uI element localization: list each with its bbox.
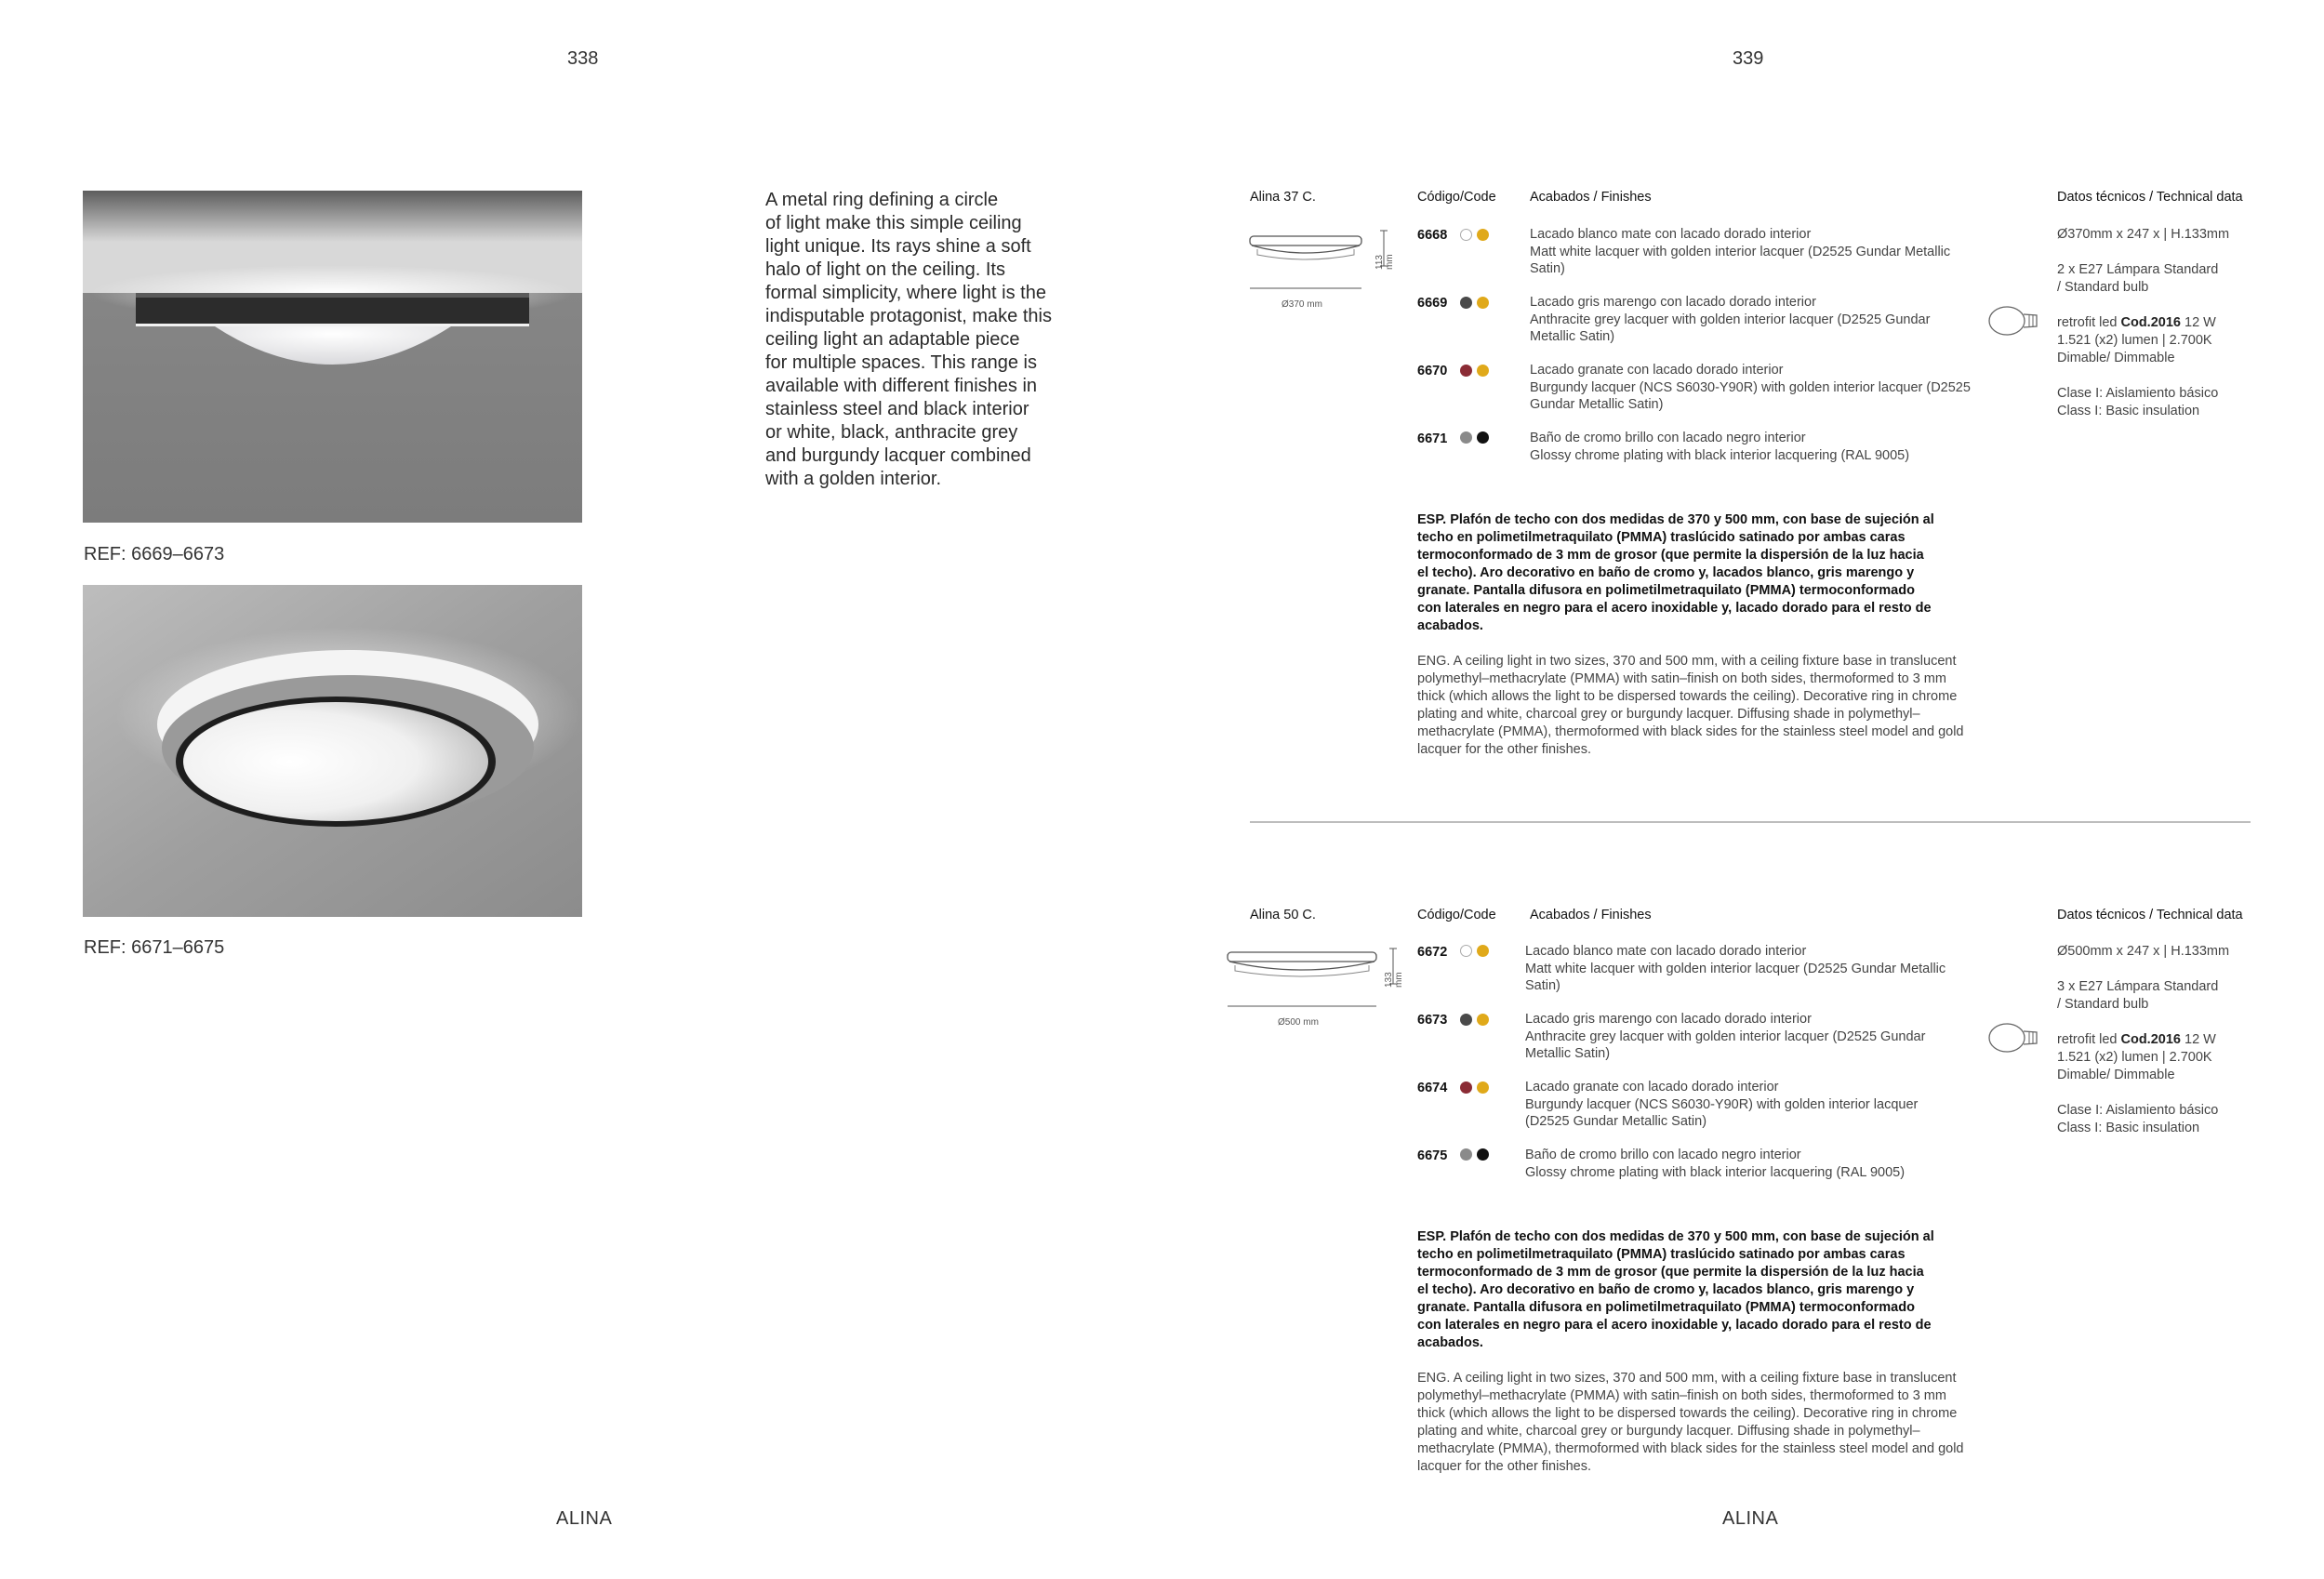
- bulb-icon: [1986, 1021, 2052, 1059]
- retrofit-prefix: retrofit led: [2057, 315, 2121, 330]
- lamp-profile-drawing-icon: [1248, 227, 1397, 316]
- left-page-number: 338: [567, 48, 599, 69]
- left-page-footer: ALINA: [556, 1508, 613, 1529]
- swatch-burgundy: [1460, 365, 1472, 377]
- color-swatches: [1460, 1014, 1489, 1026]
- color-swatches: [1460, 229, 1489, 241]
- finishes-header-37: Acabados / Finishes: [1530, 190, 1652, 205]
- swatch-burgundy: [1460, 1081, 1472, 1094]
- height-label-50: 133 mm: [1384, 972, 1404, 988]
- dimension-drawing-50: [1226, 943, 1402, 1036]
- tech-lamps: 3 x E27 Lámpara Standard / Standard bulb: [2057, 979, 2219, 1012]
- color-swatches: [1460, 431, 1489, 444]
- description-spanish: ESP. Plafón de techo con dos medidas de 370 y 500 mm, con base de sujeción al techo en polimetilmetraquilato (PMMA) traslúcido satinado por ambas caras termoconformado de 3 mm de grosor (que permite la dispersión de la luz hacia el techo). Aro decorativo en baño de cromo y, lacados blanco, gris marengo y granate. Pantalla difusora en polimetilmetraquilato (PMMA) termoconformado con laterales en negro para el acero inoxidable y, lacado dorado para el resto de acabados.: [1417, 1229, 1934, 1350]
- swatch-white: [1460, 229, 1472, 241]
- color-swatches: [1460, 1081, 1489, 1094]
- product-code: 6668: [1417, 228, 1448, 243]
- height-label-37: 113 mm: [1374, 254, 1395, 270]
- swatch-anthracite: [1460, 1014, 1472, 1026]
- finish-description: Baño de cromo brillo con lacado negro interior Glossy chrome plating with black interior lacquering (RAL 9005): [1530, 431, 1910, 463]
- product-intro-text: A metal ring defining a circle of light make this simple ceiling light unique. Its rays shine a soft halo of light on the ceiling. Its formal simplicity, where light is the indisputable protagonist, make this ceiling light an adaptable piece for multiple spaces. This range is available with different finishes in stainless steel and black interior or white, black, anthracite grey and burgundy lacquer combined with a golden interior.: [765, 190, 1052, 489]
- finishes-header-50: Acabados / Finishes: [1530, 908, 1652, 922]
- swatch-white: [1460, 945, 1472, 957]
- dimension-drawing-37: [1248, 227, 1397, 316]
- product-code: 6672: [1417, 945, 1448, 960]
- swatch-black: [1477, 431, 1489, 444]
- swatch-black: [1477, 1148, 1489, 1161]
- swatch-chrome: [1460, 1148, 1472, 1161]
- description-english: ENG. A ceiling light in two sizes, 370 and 500 mm, with a ceiling fixture base in translucent polymethyl–methacrylate (PMMA) with satin–finish on both sides, thermoformed to 3 mm thick (which allows the light to be dispersed towards the ceiling). Decorative ring in chrome plating and white, charcoal grey or burgundy lacquer. Diffusing shade in polymethyl–methacrylate (PMMA), thermoformed with black sides for the stainless steel model and gold lacquer for the other finishes.: [1417, 654, 1964, 757]
- code-header-37: Código/Code: [1417, 190, 1496, 205]
- retrofit-details: 12 W 1.521 (x2) lumen | 2.700K Dimable/ Dimmable: [2057, 315, 2216, 365]
- tech-retrofit: [2057, 1031, 2216, 1084]
- technical-header-50: Datos técnicos / Technical data: [2057, 908, 2243, 922]
- diameter-label-37: Ø370 mm: [1282, 299, 1322, 310]
- swatch-gold: [1477, 1081, 1489, 1094]
- photo-ref-1: REF: 6669–6673: [84, 544, 225, 564]
- finish-description: Baño de cromo brillo con lacado negro interior Glossy chrome plating with black interior lacquering (RAL 9005): [1525, 1148, 1906, 1180]
- finish-description: Lacado gris marengo con lacado dorado interior Anthracite grey lacquer with golden interior lacquer (D2525 Gundar Metallic Satin): [1525, 1012, 1926, 1061]
- color-swatches: [1460, 1148, 1489, 1161]
- color-swatches: [1460, 945, 1489, 957]
- product-code: 6669: [1417, 296, 1448, 311]
- retrofit-code: Cod.2016: [2120, 1032, 2181, 1047]
- right-page-footer: ALINA: [1722, 1508, 1779, 1529]
- diameter-label-50: Ø500 mm: [1278, 1017, 1319, 1028]
- swatch-chrome: [1460, 431, 1472, 444]
- product-code: 6670: [1417, 364, 1448, 378]
- swatch-gold: [1477, 229, 1489, 241]
- finish-description: Lacado blanco mate con lacado dorado interior Matt white lacquer with golden interior lacquer (D2525 Gundar Metallic Satin): [1530, 227, 1951, 276]
- section-divider: [1250, 821, 2251, 823]
- product-code: 6673: [1417, 1013, 1448, 1028]
- finish-description: Lacado granate con lacado dorado interior Burgundy lacquer (NCS S6030-Y90R) with golden interior lacquer (D2525 Gundar Metallic Satin): [1525, 1080, 1919, 1129]
- color-swatches: [1460, 297, 1489, 309]
- right-page-number: 339: [1733, 48, 1764, 69]
- section-title-50: Alina 50 C.: [1250, 908, 1316, 922]
- bulb-icon: [1986, 304, 2052, 342]
- tech-retrofit: [2057, 314, 2216, 367]
- product-code: 6671: [1417, 431, 1448, 446]
- description-english: ENG. A ceiling light in two sizes, 370 and 500 mm, with a ceiling fixture base in translucent polymethyl–methacrylate (PMMA) with satin–finish on both sides, thermoformed to 3 mm thick (which allows the light to be dispersed towards the ceiling). Decorative ring in chrome plating and white, charcoal grey or burgundy lacquer. Diffusing shade in polymethyl–methacrylate (PMMA), thermoformed with black sides for the stainless steel model and gold lacquer for the other finishes.: [1417, 1371, 1964, 1474]
- code-header-50: Código/Code: [1417, 908, 1496, 922]
- product-photo-dark-ring: [83, 191, 582, 523]
- dark-ring-lamp-image: [83, 191, 582, 523]
- retrofit-code: Cod.2016: [2120, 315, 2181, 330]
- finish-description: Lacado granate con lacado dorado interior Burgundy lacquer (NCS S6030-Y90R) with golden interior lacquer (D2525 Gundar Metallic Satin): [1530, 363, 1971, 412]
- description-spanish: ESP. Plafón de techo con dos medidas de 370 y 500 mm, con base de sujeción al techo en polimetilmetraquilato (PMMA) traslúcido satinado por ambas caras termoconformado de 3 mm de grosor (que permite la dispersión de la luz hacia el techo). Aro decorativo en baño de cromo y, lacados blanco, gris marengo y granate. Pantalla difusora en polimetilmetraquilato (PMMA) termoconformado con laterales en negro para el acero inoxidable y, lacado dorado para el resto de acabados.: [1417, 512, 1934, 633]
- tech-insulation: Clase I: Aislamiento básico Class I: Basic insulation: [2057, 1103, 2219, 1135]
- swatch-gold: [1477, 297, 1489, 309]
- product-code: 6675: [1417, 1148, 1448, 1163]
- chrome-ring-lamp-image: [83, 585, 582, 917]
- swatch-gold: [1477, 365, 1489, 377]
- tech-dimensions: Ø500mm x 247 x | H.133mm: [2057, 944, 2230, 959]
- tech-lamps: 2 x E27 Lámpara Standard / Standard bulb: [2057, 262, 2219, 295]
- product-photo-chrome-ring: [83, 585, 582, 917]
- product-code: 6674: [1417, 1081, 1448, 1095]
- tech-dimensions: Ø370mm x 247 x | H.133mm: [2057, 227, 2230, 242]
- tech-insulation: Clase I: Aislamiento básico Class I: Basic insulation: [2057, 386, 2219, 418]
- retrofit-prefix: retrofit led: [2057, 1032, 2121, 1047]
- swatch-gold: [1477, 945, 1489, 957]
- photo-ref-2: REF: 6671–6675: [84, 937, 225, 958]
- technical-header-37: Datos técnicos / Technical data: [2057, 190, 2243, 205]
- finish-description: Lacado blanco mate con lacado dorado interior Matt white lacquer with golden interior lacquer (D2525 Gundar Metallic Satin): [1525, 944, 1946, 993]
- finish-description: Lacado gris marengo con lacado dorado interior Anthracite grey lacquer with golden interior lacquer (D2525 Gundar Metallic Satin): [1530, 295, 1931, 344]
- swatch-anthracite: [1460, 297, 1472, 309]
- retrofit-details: 12 W 1.521 (x2) lumen | 2.700K Dimable/ Dimmable: [2057, 1032, 2216, 1082]
- section-title-37: Alina 37 C.: [1250, 190, 1316, 205]
- color-swatches: [1460, 365, 1489, 377]
- swatch-gold: [1477, 1014, 1489, 1026]
